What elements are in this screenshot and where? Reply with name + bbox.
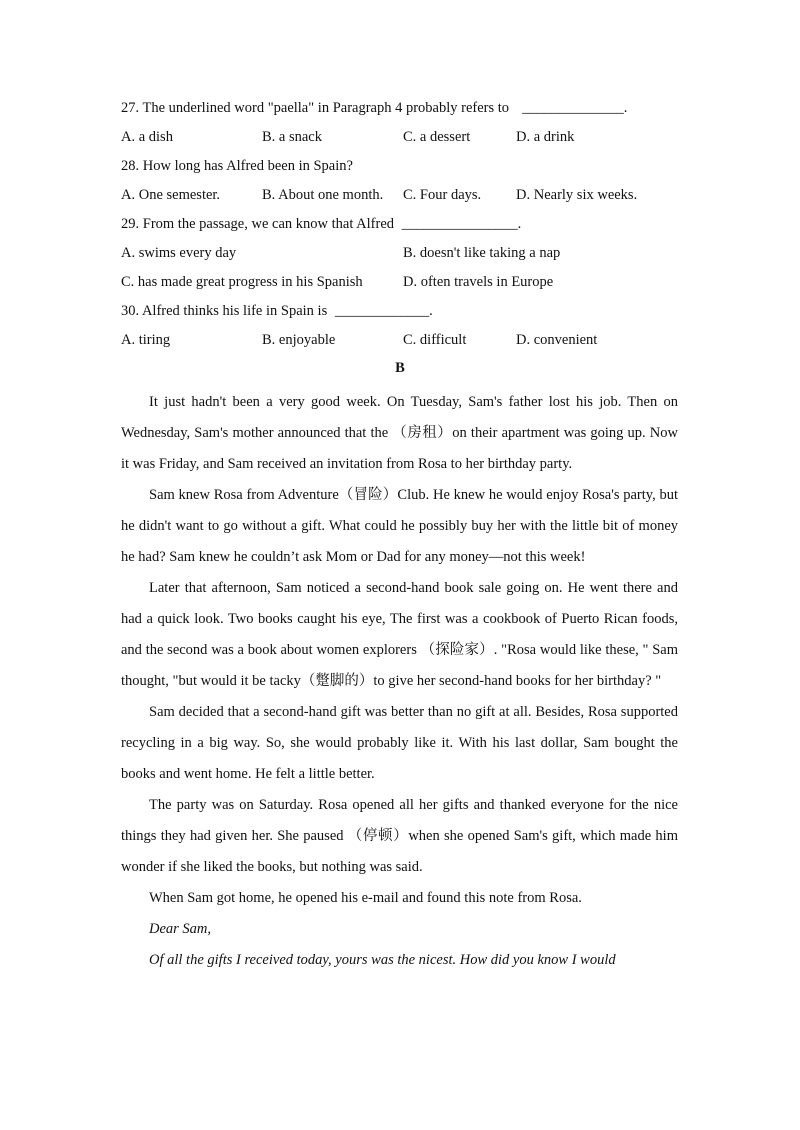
option-b: B. doesn't like taking a nap bbox=[403, 245, 561, 261]
passage-paragraph-1: It just hadn't been a very good week. On Tuesday, Sam's father lost his job. Then on Wednesday, Sam's mother announced that the （房租）on their apartment was going up. Now it was Friday, and Sam received an invitation from Rosa to her birthday party. bbox=[121, 394, 678, 472]
option-b: B. a snack bbox=[262, 129, 322, 145]
question-29-end: . bbox=[517, 216, 522, 232]
option-d: D. convenient bbox=[516, 332, 598, 348]
option-d: D. Nearly six weeks. bbox=[516, 187, 638, 203]
question-30 bbox=[121, 301, 691, 321]
passage-paragraph-2: Sam knew Rosa from Adventure（冒险）Club. He knew he would enjoy Rosa's party, but he didn't want to go without a gift. What could he possibly buy her with the little bit of money he had? Sam knew he couldn’t ask Mom or Dad for any money—not this week! bbox=[121, 487, 678, 565]
question-27-blank: ______________ bbox=[522, 100, 624, 116]
question-30-options bbox=[121, 330, 691, 350]
letter-body: Of all the gifts I received today, yours was the nicest. How did you know I would bbox=[149, 952, 616, 968]
question-30-end: . bbox=[429, 303, 433, 319]
passage-paragraph-4: Sam decided that a second-hand gift was better than no gift at all. Besides, Rosa supported recycling in a big way. So, she would probably like it. With his last dollar, Sam bought the books and went home. He felt a little better. bbox=[121, 704, 678, 782]
option-c: C. has made great progress in his Spanish bbox=[121, 274, 363, 290]
option-c: C. Four days. bbox=[403, 187, 482, 203]
question-27-stem: 27. The underlined word "paella" in Paragraph 4 probably refers to bbox=[121, 100, 510, 116]
question-30-stem: 30. Alfred thinks his life in Spain is bbox=[121, 303, 328, 319]
option-a: A. a dish bbox=[121, 129, 173, 145]
question-30-blank: _____________ bbox=[334, 303, 430, 319]
letter-salutation: Dear Sam, bbox=[149, 921, 212, 937]
option-d: D. often travels in Europe bbox=[403, 274, 554, 290]
option-b: B. About one month. bbox=[262, 187, 384, 203]
question-27 bbox=[121, 98, 691, 118]
question-29-options-row2 bbox=[121, 272, 691, 292]
question-29-stem: 29. From the passage, we can know that Alfred bbox=[121, 216, 395, 232]
question-29 bbox=[121, 214, 691, 234]
option-c: C. a dessert bbox=[403, 129, 471, 145]
option-b: B. enjoyable bbox=[262, 332, 336, 348]
passage-paragraph-5: The party was on Saturday. Rosa opened all her gifts and thanked everyone for the nice things they had given her. She paused （停顿）when she opened Sam's gift, which made him wonder if she liked the books, but nothing was said. bbox=[121, 797, 678, 875]
question-28-stem: 28. How long has Alfred been in Spain? bbox=[121, 158, 353, 174]
question-27-options bbox=[121, 127, 691, 147]
option-c: C. difficult bbox=[403, 332, 467, 348]
question-29-blank: ________________ bbox=[401, 216, 518, 232]
option-a: A. One semester. bbox=[121, 187, 221, 203]
reading-passage bbox=[121, 387, 678, 976]
option-a: A. tiring bbox=[121, 332, 171, 348]
section-label: B bbox=[395, 360, 405, 376]
question-28 bbox=[121, 156, 691, 176]
option-a: A. swims every day bbox=[121, 245, 237, 261]
question-27-end: . bbox=[623, 100, 628, 116]
question-29-options-row1 bbox=[121, 243, 691, 263]
passage-paragraph-6: When Sam got home, he opened his e-mail and found this note from Rosa. bbox=[149, 890, 582, 906]
option-d: D. a drink bbox=[516, 129, 575, 145]
passage-paragraph-3: Later that afternoon, Sam noticed a second-hand book sale going on. He went there and had a quick look. Two books caught his eye, The first was a cookbook of Puerto Rican foods, and the second was a book about women explorers （探险家）. "Rosa would like these, " Sam thought, "but would it be tacky（蹩脚的）to give her second-hand books for her birthday? " bbox=[121, 580, 678, 689]
question-28-options bbox=[121, 185, 691, 205]
